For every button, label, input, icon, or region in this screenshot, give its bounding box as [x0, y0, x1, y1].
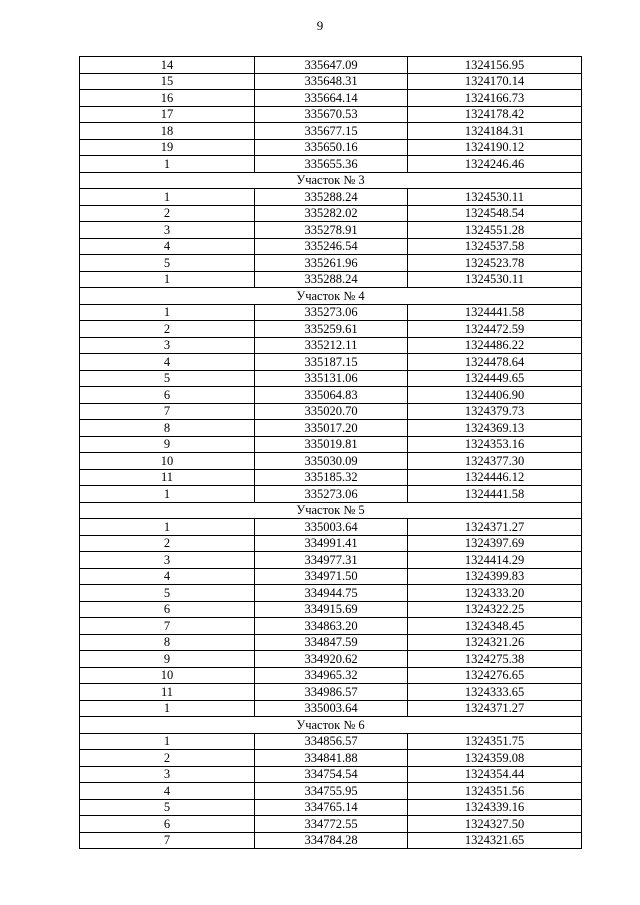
table-row — [80, 156, 582, 173]
coordinates-table — [79, 56, 582, 849]
point-number-cell: 1 — [80, 486, 255, 503]
point-number-cell: 9 — [80, 651, 255, 668]
y-coordinate-cell: 1324354.44 — [408, 766, 582, 783]
x-coordinate-cell: 335282.02 — [255, 205, 408, 222]
point-number-cell: 9 — [80, 436, 255, 453]
point-number-cell: 18 — [80, 123, 255, 140]
x-coordinate-cell: 335273.06 — [255, 304, 408, 321]
point-number-cell: 16 — [80, 90, 255, 107]
point-number-cell: 6 — [80, 387, 255, 404]
point-number-cell: 7 — [80, 403, 255, 420]
point-number-cell: 14 — [80, 57, 255, 74]
table-row — [80, 651, 582, 668]
x-coordinate-cell: 335020.70 — [255, 403, 408, 420]
point-number-cell: 8 — [80, 634, 255, 651]
y-coordinate-cell: 1324397.69 — [408, 535, 582, 552]
table-row — [80, 601, 582, 618]
y-coordinate-cell: 1324353.16 — [408, 436, 582, 453]
point-number-cell: 5 — [80, 255, 255, 272]
y-coordinate-cell: 1324486.22 — [408, 337, 582, 354]
x-coordinate-cell: 334755.95 — [255, 783, 408, 800]
x-coordinate-cell: 335655.36 — [255, 156, 408, 173]
table-row — [80, 321, 582, 338]
point-number-cell: 7 — [80, 832, 255, 849]
table-row — [80, 783, 582, 800]
y-coordinate-cell: 1324406.90 — [408, 387, 582, 404]
point-number-cell: 4 — [80, 354, 255, 371]
y-coordinate-cell: 1324276.65 — [408, 667, 582, 684]
x-coordinate-cell: 335030.09 — [255, 453, 408, 470]
point-number-cell: 5 — [80, 799, 255, 816]
table-row — [80, 238, 582, 255]
point-number-cell: 4 — [80, 568, 255, 585]
point-number-cell: 1 — [80, 156, 255, 173]
x-coordinate-cell: 334841.88 — [255, 750, 408, 767]
point-number-cell: 7 — [80, 618, 255, 635]
point-number-cell: 8 — [80, 420, 255, 437]
section-title: Участок № 6 — [80, 717, 582, 734]
point-number-cell: 5 — [80, 370, 255, 387]
section-header-row — [80, 172, 582, 189]
x-coordinate-cell: 334915.69 — [255, 601, 408, 618]
section-header-row — [80, 717, 582, 734]
y-coordinate-cell: 1324548.54 — [408, 205, 582, 222]
table-row — [80, 139, 582, 156]
point-number-cell: 11 — [80, 684, 255, 701]
y-coordinate-cell: 1324523.78 — [408, 255, 582, 272]
y-coordinate-cell: 1324351.56 — [408, 783, 582, 800]
table-row — [80, 585, 582, 602]
x-coordinate-cell: 334965.32 — [255, 667, 408, 684]
table-row — [80, 733, 582, 750]
y-coordinate-cell: 1324377.30 — [408, 453, 582, 470]
table-row — [80, 799, 582, 816]
x-coordinate-cell: 335648.31 — [255, 73, 408, 90]
x-coordinate-cell: 334754.54 — [255, 766, 408, 783]
x-coordinate-cell: 335647.09 — [255, 57, 408, 74]
table-row — [80, 486, 582, 503]
y-coordinate-cell: 1324551.28 — [408, 222, 582, 239]
section-header-row — [80, 288, 582, 305]
section-title: Участок № 3 — [80, 172, 582, 189]
y-coordinate-cell: 1324184.31 — [408, 123, 582, 140]
table-row — [80, 189, 582, 206]
table-row — [80, 832, 582, 849]
x-coordinate-cell: 335259.61 — [255, 321, 408, 338]
x-coordinate-cell: 335261.96 — [255, 255, 408, 272]
y-coordinate-cell: 1324275.38 — [408, 651, 582, 668]
table-row — [80, 205, 582, 222]
y-coordinate-cell: 1324369.13 — [408, 420, 582, 437]
table-row — [80, 90, 582, 107]
table-row — [80, 535, 582, 552]
x-coordinate-cell: 334971.50 — [255, 568, 408, 585]
x-coordinate-cell: 335664.14 — [255, 90, 408, 107]
table-row — [80, 354, 582, 371]
table-row — [80, 304, 582, 321]
y-coordinate-cell: 1324530.11 — [408, 271, 582, 288]
section-header-row — [80, 502, 582, 519]
table-row — [80, 255, 582, 272]
point-number-cell: 1 — [80, 304, 255, 321]
table-row — [80, 568, 582, 585]
x-coordinate-cell: 334784.28 — [255, 832, 408, 849]
x-coordinate-cell: 334765.14 — [255, 799, 408, 816]
point-number-cell: 3 — [80, 552, 255, 569]
y-coordinate-cell: 1324339.16 — [408, 799, 582, 816]
table-row — [80, 469, 582, 486]
table-row — [80, 222, 582, 239]
point-number-cell: 2 — [80, 535, 255, 552]
y-coordinate-cell: 1324348.45 — [408, 618, 582, 635]
x-coordinate-cell: 335019.81 — [255, 436, 408, 453]
table-row — [80, 618, 582, 635]
point-number-cell: 1 — [80, 700, 255, 717]
point-number-cell: 10 — [80, 667, 255, 684]
table-row — [80, 684, 582, 701]
x-coordinate-cell: 335064.83 — [255, 387, 408, 404]
y-coordinate-cell: 1324379.73 — [408, 403, 582, 420]
table-row — [80, 271, 582, 288]
y-coordinate-cell: 1324537.58 — [408, 238, 582, 255]
point-number-cell: 1 — [80, 189, 255, 206]
table-row — [80, 816, 582, 833]
x-coordinate-cell: 334856.57 — [255, 733, 408, 750]
y-coordinate-cell: 1324170.14 — [408, 73, 582, 90]
point-number-cell: 11 — [80, 469, 255, 486]
y-coordinate-cell: 1324333.20 — [408, 585, 582, 602]
x-coordinate-cell: 335273.06 — [255, 486, 408, 503]
y-coordinate-cell: 1324156.95 — [408, 57, 582, 74]
table-row — [80, 519, 582, 536]
x-coordinate-cell: 334944.75 — [255, 585, 408, 602]
point-number-cell: 1 — [80, 519, 255, 536]
table-row — [80, 337, 582, 354]
table-row — [80, 73, 582, 90]
point-number-cell: 15 — [80, 73, 255, 90]
x-coordinate-cell: 335017.20 — [255, 420, 408, 437]
y-coordinate-cell: 1324327.50 — [408, 816, 582, 833]
table-row — [80, 700, 582, 717]
table-row — [80, 106, 582, 123]
section-title: Участок № 5 — [80, 502, 582, 519]
point-number-cell: 3 — [80, 337, 255, 354]
y-coordinate-cell: 1324333.65 — [408, 684, 582, 701]
x-coordinate-cell: 335288.24 — [255, 189, 408, 206]
y-coordinate-cell: 1324321.65 — [408, 832, 582, 849]
table-row — [80, 634, 582, 651]
x-coordinate-cell: 335288.24 — [255, 271, 408, 288]
y-coordinate-cell: 1324322.25 — [408, 601, 582, 618]
table-row — [80, 123, 582, 140]
table-row — [80, 420, 582, 437]
x-coordinate-cell: 335003.64 — [255, 700, 408, 717]
table-row — [80, 667, 582, 684]
x-coordinate-cell: 334986.57 — [255, 684, 408, 701]
x-coordinate-cell: 335003.64 — [255, 519, 408, 536]
point-number-cell: 19 — [80, 139, 255, 156]
x-coordinate-cell: 335185.32 — [255, 469, 408, 486]
point-number-cell: 2 — [80, 205, 255, 222]
x-coordinate-cell: 334977.31 — [255, 552, 408, 569]
y-coordinate-cell: 1324399.83 — [408, 568, 582, 585]
page-number: 9 — [316, 18, 324, 33]
y-coordinate-cell: 1324371.27 — [408, 700, 582, 717]
x-coordinate-cell: 335187.15 — [255, 354, 408, 371]
table-row — [80, 552, 582, 569]
x-coordinate-cell: 335246.54 — [255, 238, 408, 255]
x-coordinate-cell: 335131.06 — [255, 370, 408, 387]
x-coordinate-cell: 335212.11 — [255, 337, 408, 354]
point-number-cell: 10 — [80, 453, 255, 470]
point-number-cell: 2 — [80, 321, 255, 338]
y-coordinate-cell: 1324478.64 — [408, 354, 582, 371]
point-number-cell: 3 — [80, 222, 255, 239]
x-coordinate-cell: 334920.62 — [255, 651, 408, 668]
point-number-cell: 6 — [80, 816, 255, 833]
y-coordinate-cell: 1324472.59 — [408, 321, 582, 338]
y-coordinate-cell: 1324351.75 — [408, 733, 582, 750]
y-coordinate-cell: 1324166.73 — [408, 90, 582, 107]
table-row — [80, 403, 582, 420]
x-coordinate-cell: 334847.59 — [255, 634, 408, 651]
table-row — [80, 436, 582, 453]
coordinates-table-body — [80, 57, 582, 849]
table-row — [80, 766, 582, 783]
x-coordinate-cell: 335670.53 — [255, 106, 408, 123]
y-coordinate-cell: 1324441.58 — [408, 304, 582, 321]
table-row — [80, 370, 582, 387]
y-coordinate-cell: 1324359.08 — [408, 750, 582, 767]
table-row — [80, 750, 582, 767]
point-number-cell: 1 — [80, 271, 255, 288]
x-coordinate-cell: 334991.41 — [255, 535, 408, 552]
x-coordinate-cell: 335278.91 — [255, 222, 408, 239]
table-row — [80, 453, 582, 470]
point-number-cell: 1 — [80, 733, 255, 750]
table-row — [80, 387, 582, 404]
y-coordinate-cell: 1324190.12 — [408, 139, 582, 156]
point-number-cell: 4 — [80, 783, 255, 800]
point-number-cell: 6 — [80, 601, 255, 618]
y-coordinate-cell: 1324414.29 — [408, 552, 582, 569]
point-number-cell: 3 — [80, 766, 255, 783]
y-coordinate-cell: 1324530.11 — [408, 189, 582, 206]
x-coordinate-cell: 334863.20 — [255, 618, 408, 635]
y-coordinate-cell: 1324321.26 — [408, 634, 582, 651]
point-number-cell: 4 — [80, 238, 255, 255]
y-coordinate-cell: 1324178.42 — [408, 106, 582, 123]
y-coordinate-cell: 1324446.12 — [408, 469, 582, 486]
section-title: Участок № 4 — [80, 288, 582, 305]
point-number-cell: 5 — [80, 585, 255, 602]
x-coordinate-cell: 334772.55 — [255, 816, 408, 833]
point-number-cell: 2 — [80, 750, 255, 767]
point-number-cell: 17 — [80, 106, 255, 123]
x-coordinate-cell: 335677.15 — [255, 123, 408, 140]
y-coordinate-cell: 1324246.46 — [408, 156, 582, 173]
table-row — [80, 57, 582, 74]
y-coordinate-cell: 1324441.58 — [408, 486, 582, 503]
y-coordinate-cell: 1324449.65 — [408, 370, 582, 387]
x-coordinate-cell: 335650.16 — [255, 139, 408, 156]
y-coordinate-cell: 1324371.27 — [408, 519, 582, 536]
